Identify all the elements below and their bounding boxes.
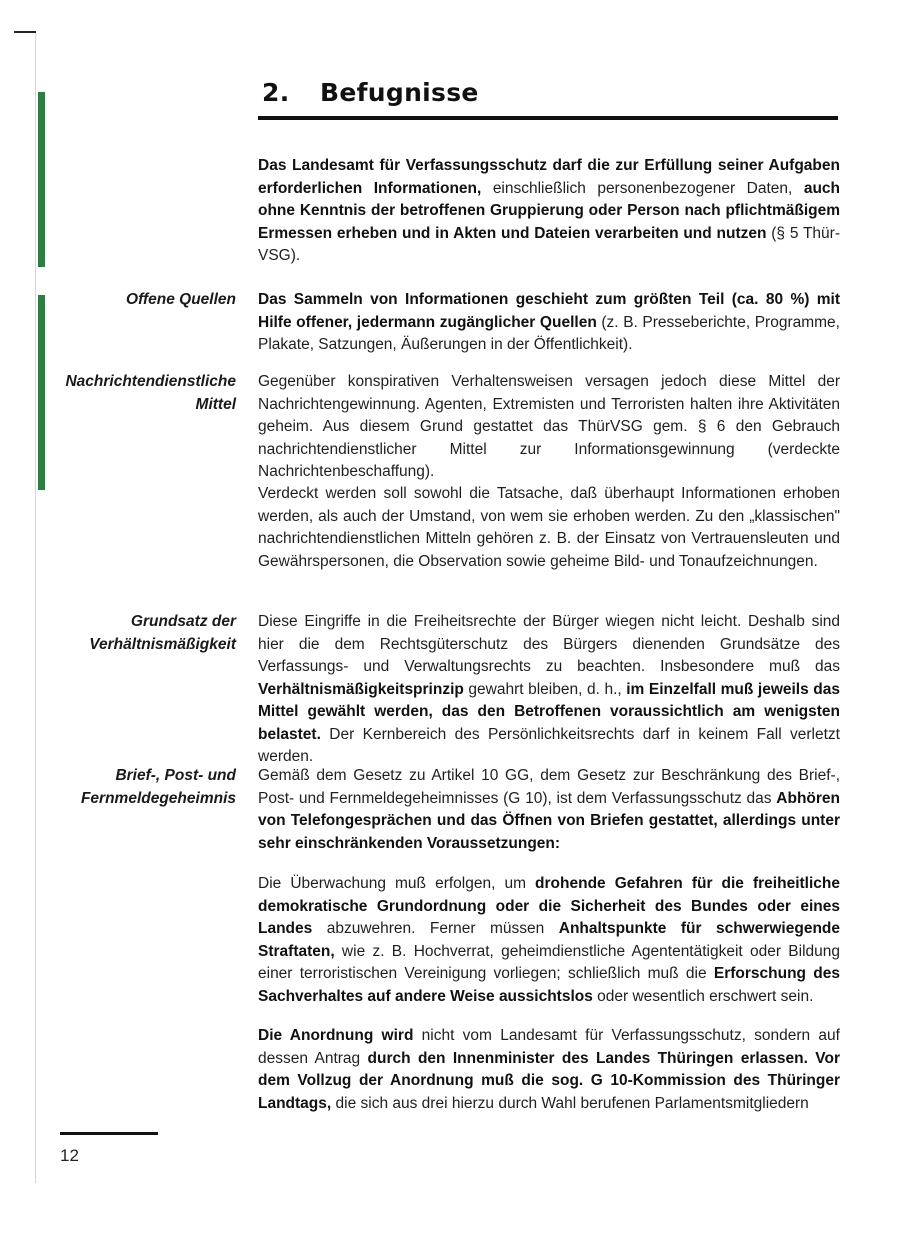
- text-run: einschließlich personenbezogener Daten,: [481, 179, 804, 197]
- text-run: gewahrt bleiben, d. h.,: [463, 680, 627, 698]
- text-run: Die Überwachung muß erfolgen, um: [258, 875, 536, 892]
- label-text: Offene Quellen: [126, 291, 236, 308]
- bold-text-run: im Einzelfall muß jeweils das Mittel gewählt werden, das den Betroffenen voraussichtlich am wenigsten belastet.: [258, 680, 840, 743]
- bold-text-run: Das Sammeln von Informationen geschieht zum größten Teil (ca. 80 %) mit Hilfe offener, jedermann zugänglicher Quellen: [258, 291, 840, 331]
- text-run: oder wesentlich erschwert sein.: [592, 987, 814, 1005]
- bold-text-run: Die Anordnung wird: [258, 1027, 414, 1044]
- label-line: Verhältnismäßigkeit: [89, 635, 236, 653]
- text-run: Gegenüber konspirativen Verhaltensweisen versagen jedoch diese Mittel der Nachrichtengewinnung. Agenten, Extremisten und Terroristen halten ihre Aktivitäten geheim. Aus diesem Grund gestattet das ThürVSG gem. § 6 den Gebrauch nachrichtendienstlicher Mittel zur Informationsgewinnung (verdeckte Nachrichtenbeschaffung).: [258, 373, 840, 480]
- label-line: Nachrichtendienstliche: [65, 373, 236, 390]
- text-run: Der Kernbereich des Persönlichkeitsrechts darf in keinem Fall verletzt werden.: [258, 725, 840, 765]
- heading-rule: [258, 116, 838, 120]
- text-run: (z. B. Presseberichte, Programme, Plakate, Satzungen, Äußerungen in der Öffentlichkeit).: [258, 313, 840, 353]
- bold-text-run: Abhören von Telefongesprächen und das Öffnen von Briefen gestattet, allerdings unter sehr einschränkenden Voraussetzungen:: [258, 789, 840, 852]
- text-run: (§ 5 Thür-VSG).: [258, 224, 840, 264]
- margin-bar-green: [38, 295, 45, 490]
- page-number: 12: [60, 1146, 79, 1165]
- text-run: nicht vom Landesamt für Verfassungsschutz, sondern auf dessen Antrag: [258, 1027, 840, 1067]
- bold-text-run: drohende Gefahren für die freiheitliche demokratische Grundordnung oder die Sicherheit des Bundes oder eines Landes: [258, 875, 840, 937]
- paragraph-verhaeltnismaessigkeit: [258, 611, 840, 769]
- chapter-title: [262, 78, 838, 114]
- crop-mark: [14, 31, 36, 33]
- page-edge-line: [35, 33, 36, 1183]
- bold-text-run: auch ohne Kenntnis der betroffenen Gruppierung oder Person nach pflichtmäßigem Ermessen erheben und in Akten und Dateien verarbeiten und nutzen: [258, 179, 841, 242]
- label-line: Grundsatz der: [130, 613, 236, 630]
- margin-label-offene-quellen: [50, 289, 236, 312]
- margin-label-grundsatz: [50, 611, 236, 656]
- text-run: Diese Eingriffe in die Freiheitsrechte der Bürger wiegen nicht leicht. Deshalb sind hier die dem Rechtsgüterschutz des Bürgers dienenden Grundsätze des Verfassungs- und Verwaltungsrechts zu beachten. Insbesondere muß das: [258, 613, 840, 675]
- text-run: die sich aus drei hierzu durch Wahl berufenen Parlamentsmitgliedern: [331, 1094, 809, 1112]
- footer-rule: [60, 1132, 158, 1135]
- text-run: abzuwehren. Ferner müssen: [312, 920, 559, 937]
- bold-text-run: Verhältnismäßigkeitsprinzip: [258, 680, 464, 698]
- paragraph-g10-anordnung: [258, 1025, 840, 1115]
- chapter-heading: [258, 78, 838, 120]
- bold-text-run: durch den Innenminister des Landes Thüringen erlassen. Vor dem Vollzug der Anordnung muß die sog. G 10-Kommission des Thüringer Landtags,: [258, 1049, 840, 1112]
- text-run: Verdeckt werden soll sowohl die Tatsache, daß überhaupt Informationen erhoben werden, als auch der Umstand, von wem sie erhoben werden. Zu den „klassischen" nachrichtendienstlichen Mitteln gehören z. B. der Einsatz von Vertrauensleuten und Gewährspersonen, die Observation sowie geheime Bild- und Tonaufzeichnungen.: [258, 485, 840, 570]
- paragraph-g10-voraussetzungen: [258, 873, 840, 1008]
- label-line: Brief-, Post- und: [115, 767, 236, 784]
- text-run: Gemäß dem Gesetz zu Artikel 10 GG, dem Gesetz zur Beschränkung des Brief-, Post- und Fernmeldegeheimnisses (G 10), ist dem Verfassungsschutz das: [258, 767, 840, 807]
- bold-text-run: Das Landesamt für Verfassungsschutz darf die zur Erfüllung seiner Aufgaben erforderlichen Informationen,: [258, 157, 840, 197]
- margin-label-nachrichtendienstliche-mittel: [50, 371, 236, 416]
- label-line: Fernmeldegeheimnis: [80, 789, 236, 807]
- paragraph-g10-intro: [258, 765, 840, 855]
- margin-label-brief-post: [50, 765, 236, 810]
- paragraph-verdeckte-erhebung: [258, 483, 840, 573]
- bold-text-run: Erforschung des Sachverhaltes auf andere Weise aussichtslos: [258, 965, 840, 1005]
- label-line: Mittel: [195, 395, 236, 413]
- paragraph-nachrichtendienstliche-mittel: [258, 371, 840, 484]
- chapter-title-text: Befugnisse: [320, 78, 479, 107]
- chapter-number: 2.: [262, 78, 290, 107]
- text-run: wie z. B. Hochverrat, geheimdienstliche Agententätigkeit oder Bildung einer terroristischen Vereinigung vorliegen; schließlich muß die: [258, 942, 840, 982]
- intro-paragraph: [258, 155, 840, 268]
- paragraph-offene-quellen: [258, 289, 840, 357]
- margin-bar-green: [38, 92, 45, 267]
- bold-text-run: Anhaltspunkte für schwerwiegende Straftaten,: [258, 920, 841, 960]
